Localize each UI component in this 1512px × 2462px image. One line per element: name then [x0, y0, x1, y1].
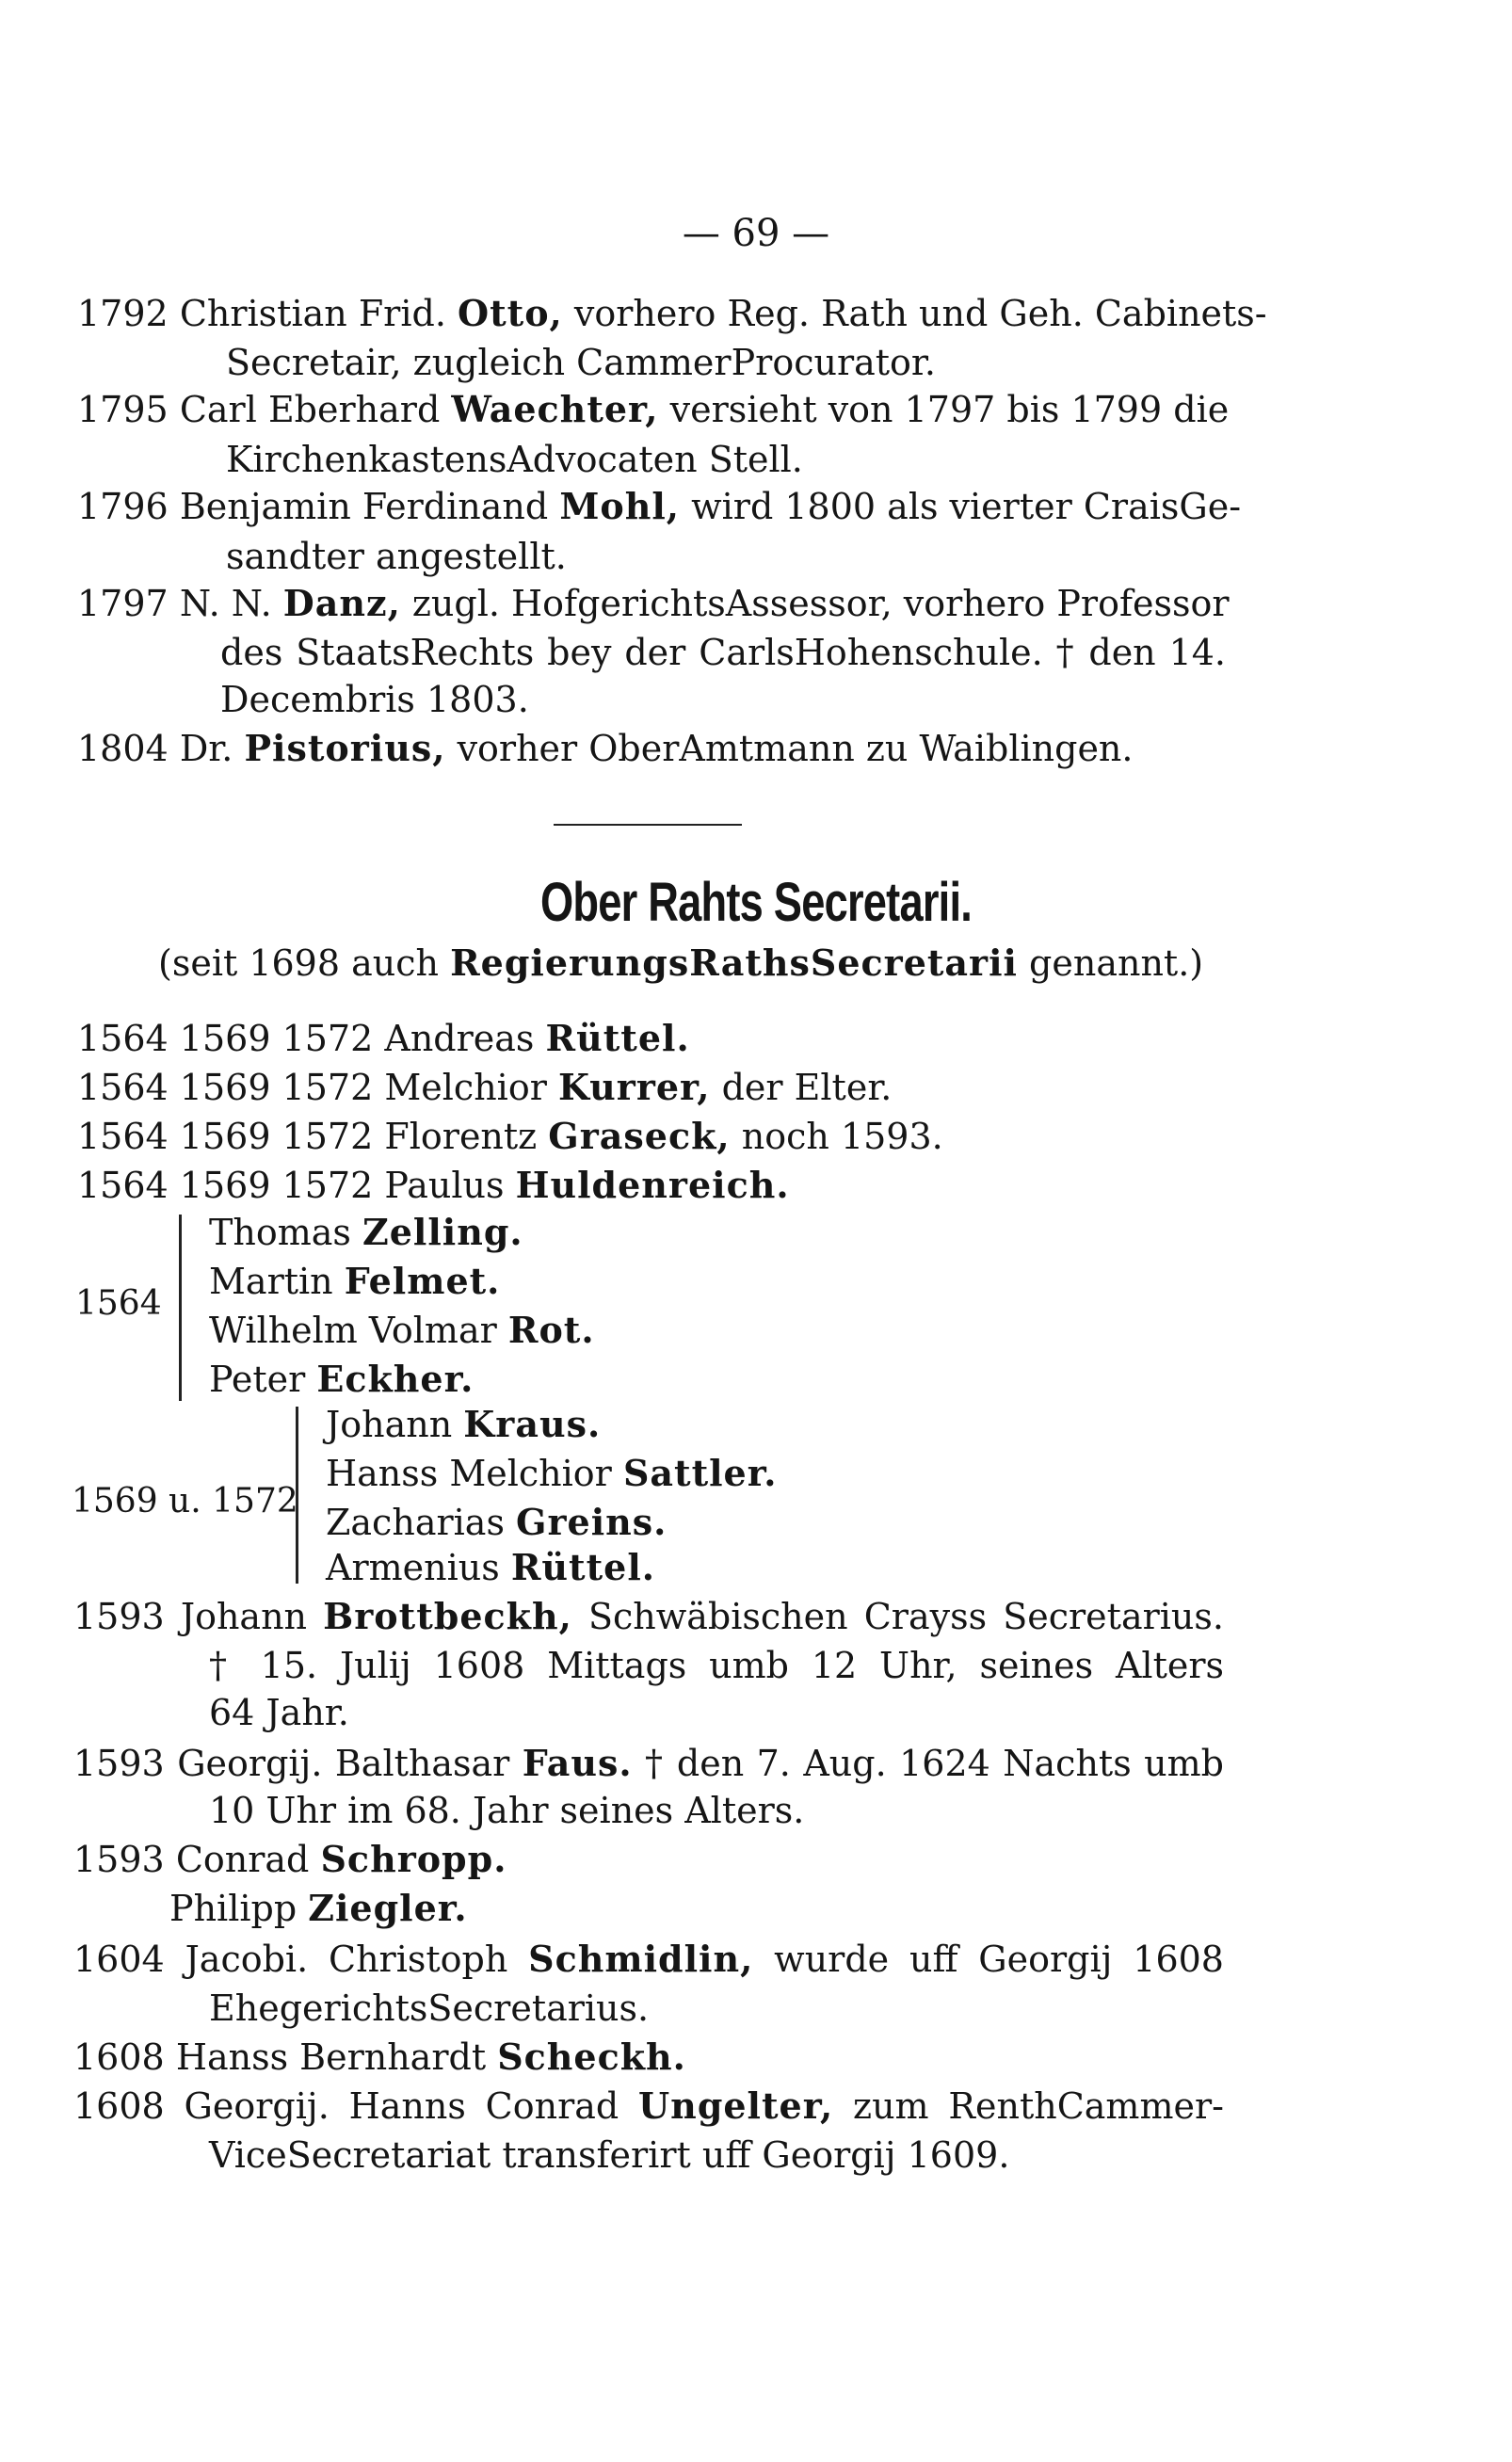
entry-1564-c: 1564 1569 1572 Florentz Graseck, noch 1593. [77, 1115, 943, 1157]
entry-year: 1604 [73, 1939, 165, 1980]
group-label-1569-1572: 1569 u. 1572 [72, 1482, 298, 1521]
entry-continuation: EhegerichtsSecretarius. [209, 1987, 650, 2029]
entry-year: 1796 [77, 486, 169, 527]
entry-year: 1608 [73, 2036, 165, 2078]
surname: Kraus. [463, 1403, 602, 1445]
surname: Schmidlin, [528, 1938, 754, 1980]
entry-1593-c: 1593 Conrad Schropp. [73, 1838, 507, 1880]
surname: Waechter, [451, 388, 659, 430]
entry-year: 1564 1569 1572 [77, 1067, 374, 1108]
group-1569-item: Johann Kraus. [326, 1403, 602, 1445]
surname: Ziegler. [308, 1887, 468, 1929]
entry-1604: 1604 Jacobi. Christoph Schmidlin, wurde uff Georgij 1608 [73, 1938, 1224, 1980]
entry-1564-b: 1564 1569 1572 Melchior Kurrer, der Elter. [77, 1066, 893, 1108]
surname: Rüttel. [545, 1017, 690, 1059]
surname: Graseck, [548, 1115, 731, 1157]
entry-continuation: sandter angestellt. [226, 536, 567, 577]
surname: Ungelter, [638, 2084, 834, 2127]
entry-year: 1795 [77, 389, 169, 430]
entry-continuation: Decembris 1803. [220, 679, 529, 720]
surname: Rot. [507, 1309, 595, 1351]
group-1564-item: Martin Felmet. [209, 1260, 501, 1302]
entry-continuation: des StaatsRechts bey der CarlsHohenschule. † den 14. [220, 632, 1226, 673]
entry-year: 1564 1569 1572 [77, 1018, 374, 1059]
surname: Rüttel. [510, 1546, 655, 1588]
section-subtitle: (seit 1698 auch RegierungsRathsSecretarii genannt.) [158, 941, 1204, 984]
entry-continuation: KirchenkastensAdvocaten Stell. [226, 439, 803, 480]
entry-continuation: ViceSecretariat transferirt uff Georgij 1609. [209, 2134, 1010, 2176]
surname: Otto, [458, 292, 563, 334]
group-1564-item: Thomas Zelling. [209, 1211, 523, 1253]
entry-year: 1792 [77, 293, 169, 334]
entry-year: 1564 1569 1572 [77, 1165, 374, 1206]
entry-1795: 1795 Carl Eberhard Waechter, versieht von 1797 bis 1799 die [77, 388, 1230, 430]
surname: Brottbeckh, [323, 1595, 572, 1637]
entry-continuation: † 15. Julij 1608 Mittags umb 12 Uhr, seines Alters [209, 1645, 1224, 1686]
entry-1608-a: 1608 Hanss Bernhardt Scheckh. [73, 2036, 686, 2078]
surname: Sattler. [622, 1452, 778, 1494]
page-number: — 69 — [682, 212, 830, 255]
surname: Schropp. [320, 1838, 507, 1880]
entry-continuation: Secretair, zugleich CammerProcurator. [226, 342, 936, 383]
surname: Scheckh. [497, 2036, 686, 2078]
entry-1593-a: 1593 Johann Brottbeckh, Schwäbischen Crayss Secretarius. [73, 1595, 1224, 1637]
section-heading: Ober Rahts Secretarii. [539, 872, 973, 933]
surname: Huldenreich. [515, 1164, 790, 1206]
brace [296, 1407, 298, 1584]
surname: Felmet. [344, 1260, 501, 1302]
surname: Faus. [522, 1742, 633, 1784]
entry-1593-d: Philipp Ziegler. [169, 1887, 468, 1929]
surname: Greins. [516, 1501, 668, 1543]
surname: Danz, [282, 582, 401, 624]
entry-continuation: 10 Uhr im 68. Jahr seines Alters. [209, 1790, 805, 1831]
surname: Pistorius, [244, 727, 446, 769]
surname: Eckher. [316, 1358, 475, 1400]
surname: Zelling. [362, 1211, 523, 1253]
entry-year: 1608 [73, 2085, 165, 2127]
entry-1796: 1796 Benjamin Ferdinand Mohl, wird 1800 als vierter CraisGe- [77, 485, 1242, 527]
entry-year: 1804 [77, 728, 169, 769]
entry-year: 1593 [73, 1743, 165, 1784]
divider-rule [554, 824, 742, 826]
group-1564-item: Wilhelm Volmar Rot. [209, 1309, 595, 1351]
entry-1804: 1804 Dr. Pistorius, vorher OberAmtmann zu Waiblingen. [77, 727, 1134, 769]
entry-1593-b: 1593 Georgij. Balthasar Faus. † den 7. Aug. 1624 Nachts umb [73, 1742, 1224, 1784]
brace [179, 1215, 182, 1401]
group-1564-item: Peter Eckher. [209, 1358, 475, 1400]
entry-1564-d: 1564 1569 1572 Paulus Huldenreich. [77, 1164, 790, 1206]
group-label-1564: 1564 [75, 1284, 162, 1323]
surname: Kurrer, [557, 1066, 711, 1108]
entry-year: 1797 [77, 583, 169, 624]
entry-year: 1564 1569 1572 [77, 1116, 374, 1157]
group-1569-item: Hanss Melchior Sattler. [326, 1452, 778, 1494]
group-1569-item: Armenius Rüttel. [326, 1546, 655, 1588]
entry-year: 1593 [73, 1839, 165, 1880]
entry-1797: 1797 N. N. Danz, zugl. HofgerichtsAssessor, vorhero Professor [77, 582, 1230, 624]
surname: Mohl, [559, 485, 681, 527]
entry-1564-a: 1564 1569 1572 Andreas Rüttel. [77, 1017, 690, 1059]
group-1569-item: Zacharias Greins. [326, 1501, 668, 1543]
entry-1608-b: 1608 Georgij. Hanns Conrad Ungelter, zum RenthCammer- [73, 2084, 1224, 2127]
entry-year: 1593 [73, 1596, 165, 1637]
entry-1792: 1792 Christian Frid. Otto, vorhero Reg. Rath und Geh. Cabinets- [77, 292, 1267, 334]
entry-continuation: 64 Jahr. [209, 1692, 349, 1733]
